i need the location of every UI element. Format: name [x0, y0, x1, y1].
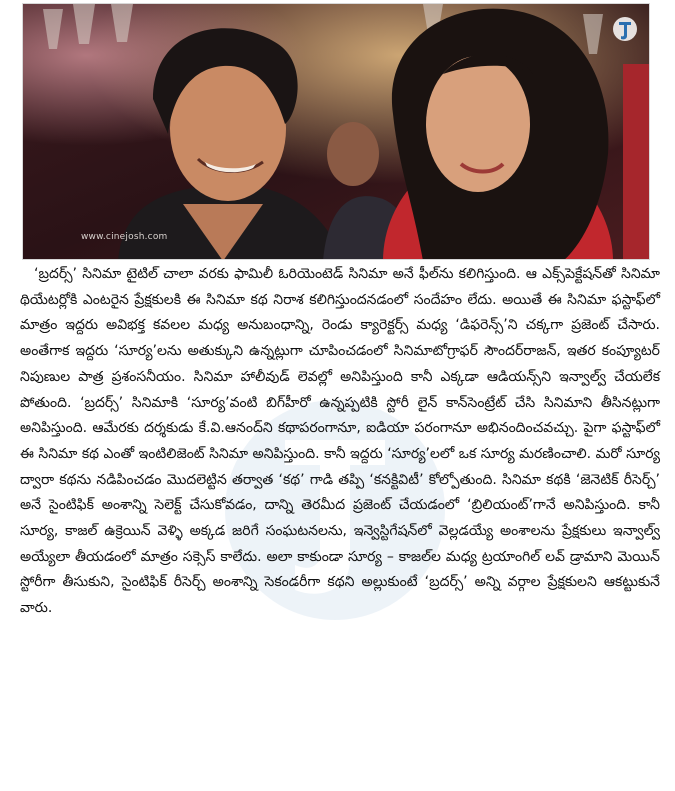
movie-still-photo	[22, 3, 650, 260]
cinejosh-logo-icon[interactable]	[611, 12, 639, 46]
watermark-text: www.cinejosh.com	[81, 232, 168, 242]
article-body	[20, 262, 660, 622]
photo-illustration	[23, 4, 650, 260]
article-paragraph: ‘బ్రదర్స్’ సినిమా టైటిల్ చాలా వరకు ఫామిలీ ఓరియెంటెడ్ సినిమా అనే ఫీల్‌ను కలిగిస్తుంది. ఆ ఎక్స్‌పెక్టేషన్‌తో సినిమా థియేటర్లోకి ఎంటరైన ప్రేక్షకులకి ఈ సినిమా కథ నిరాశ కలిగిస్తుందనడంలో సందేహం లేదు. అయితే ఈ సినిమా ఫస్టాఫ్‌లో మాత్రం ఇద్దరు అవిభక్త కవలల మధ్య అనుబంధాన్ని, రెండు క్యారెక్టర్స్ మధ్య ‘డిఫరెన్స్’ని చక్కగా ప్రజెంట్ చేసారు. అంతేగాక ఇద్దరు ‘సూర్య’లను అతుక్కుని ఉన్నట్లుగా చూపించడంలో సినిమాటోగ్రాఫర్ సౌందర్‌రాజన్, ఇతర కంప్యూటర్ నిపుణుల పాత్ర ప్రశంసనీయం. సినిమా హాలీవుడ్ లెవల్లో అనిపిస్తుంది కానీ ఎక్కడా ఆడియన్స్‌ని ఇన్వాల్వ్ చేయలేక పోతుంది. ‘బ్రదర్స్’ సినిమాకి ‘సూర్య’వంటి బిగ్‌హీరో ఉన్నప్పటికి స్టోరీ లైన్ కాన్‌సెంట్రేట్ చేసి సినిమాని తీసినట్లుగా అనిపిస్తుంది. ఆమేరకు దర్శకుడు కే.వి.ఆనంద్‌ని కథాపరంగానూ, ఐడియా పరంగానూ అభినందించవచ్చు. పైగా ఫస్టాఫ్‌లో ఈ సినిమా కథ ఎంతో ఇంటిలిజెంట్ సినిమా అనిపిస్తుంది. కానీ ఇద్దరు ‘సూర్య’లలో ఒక సూర్య మరణించాలి. మరో సూర్య ద్వారా కథను నడిపించడం మొదలెట్టిన తర్వాత ‘కథ’ గాడి తప్పి ‘కనక్టివిటీ’ కోల్పోతుంది. సినిమా కథకి ‘జెనెటిక్ రీసెర్చ్’ అనే సైంటిఫిక్ అంశాన్ని సెలెక్ట్ చేసుకోవడం, దాన్ని తెరమీద ప్రజెంట్ చేయడంలో ‘బ్రిలియంట్’గానే అనిపిస్తుంది. కానీ సూర్య, కాజల్ ఉక్రెయిన్ వెళ్ళి అక్కడ జరిగే సంఘటనలను, ఇన్వెస్టిగేషన్‌లో వెల్లడయ్యే అంశాలను ప్రేక్షకులు ఇన్వాల్వ్ అయ్యేలా తీయడంలో మాత్రం సక్సెస్ కాలేదు. అలా కాకుండా సూర్య – కాజల్‌ల మధ్య ట్రయాంగిల్ లవ్ డ్రామాని మెయిన్ స్టోరీగా తీసుకుని, సైంటిఫిక్ రీసెర్చ్ అంశాన్ని సెకండరీగా కథని అల్లుకుంటే ‘బ్రదర్స్’ అన్ని వర్గాల ప్రేక్షకులని ఆకట్టుకునే వారు.	[20, 266, 660, 617]
